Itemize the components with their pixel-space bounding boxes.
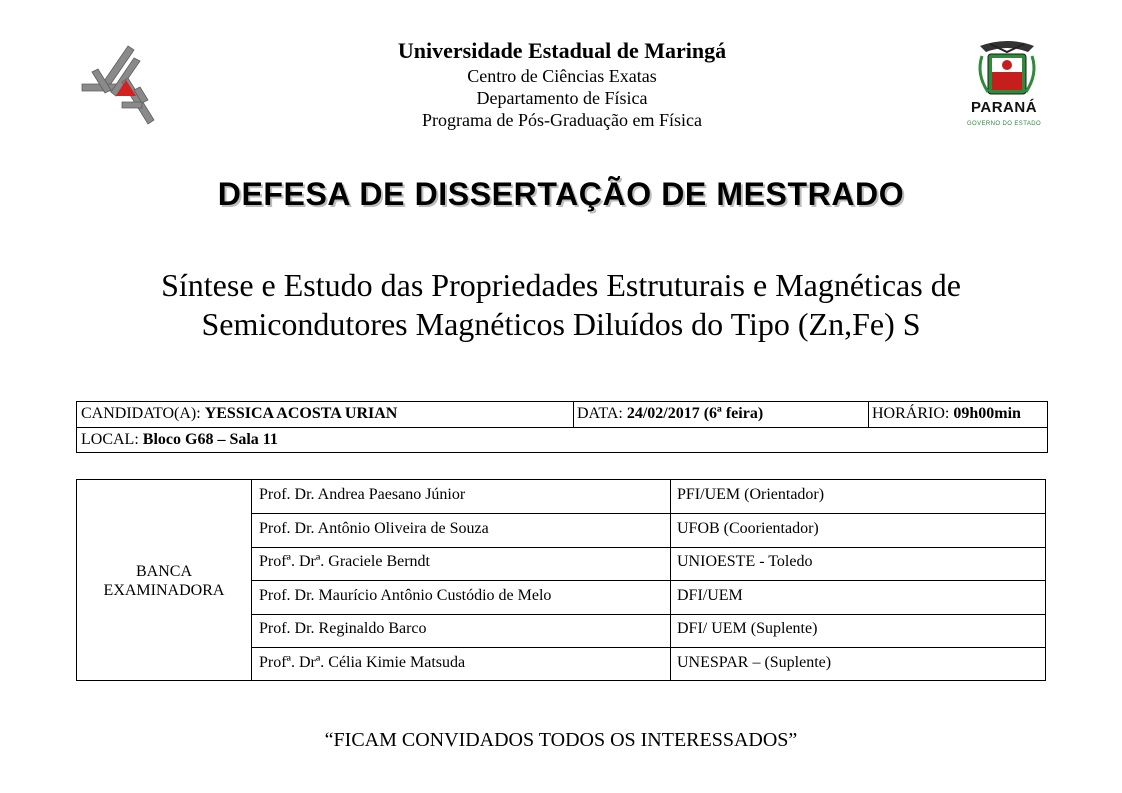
- table-row: [77, 547, 1045, 581]
- member-institution: PFI/UEM (Orientador): [677, 486, 825, 503]
- location-cell: [77, 428, 278, 452]
- member-institution: DFI/UEM: [677, 587, 743, 604]
- table-row: [77, 514, 1045, 548]
- center-name: Centro de Ciências Exatas: [467, 66, 657, 86]
- date-cell: [573, 402, 763, 426]
- invitation-text: “FICAM CONVIDADOS TODOS OS INTERESSADOS”: [324, 729, 798, 751]
- committee-label-line-1: BANCA: [135, 563, 192, 580]
- location-value: Bloco G68 – Sala 11: [142, 431, 278, 448]
- member-institution: UNESPAR – (Suplente): [677, 654, 832, 671]
- date-value: 24/02/2017 (6ª feira): [626, 405, 764, 422]
- member-name: Profª. Drª. Célia Kimie Matsuda: [259, 654, 466, 671]
- department-name: Departamento de Física: [476, 88, 648, 108]
- member-name: Prof. Dr. Reginaldo Barco: [259, 620, 427, 637]
- committee-table: [76, 479, 1046, 681]
- thesis-title-line-1: Síntese e Estudo das Propriedades Estruturais e Magnéticas de: [161, 267, 961, 303]
- table-row: [77, 614, 1045, 648]
- university-name: Universidade Estadual de Maringá: [397, 38, 727, 63]
- candidate-cell: [77, 402, 397, 426]
- uem-logo: [78, 44, 158, 126]
- member-name: Prof. Dr. Maurício Antônio Custódio de Melo: [259, 587, 552, 604]
- member-institution: UFOB (Coorientador): [677, 520, 819, 537]
- parana-logo-text: PARANÁ: [970, 99, 1038, 116]
- defense-info-table: [76, 401, 1048, 453]
- table-row: [77, 480, 1045, 514]
- candidate-value: YESSICA ACOSTA URIAN: [204, 405, 398, 422]
- member-name: Prof. Dr. Antônio Oliveira de Souza: [259, 520, 489, 537]
- table-row: [77, 648, 1045, 682]
- committee-label-line-2: EXAMINADORA: [103, 582, 225, 599]
- candidate-label: CANDIDATO(A):: [81, 405, 205, 422]
- location-label: LOCAL:: [81, 431, 143, 448]
- time-label: HORÁRIO:: [872, 405, 954, 422]
- member-name: Profª. Drª. Graciele Berndt: [259, 553, 430, 570]
- member-institution: UNIOESTE - Toledo: [677, 553, 813, 570]
- table-row: [77, 581, 1045, 615]
- member-institution: DFI/ UEM (Suplente): [677, 620, 818, 637]
- time-value: 09h00min: [953, 405, 1021, 422]
- thesis-title-line-2: Semicondutores Magnéticos Diluídos do Tipo (Zn,Fe) S: [201, 306, 921, 342]
- program-name: Programa de Pós-Graduação em Física: [422, 110, 702, 130]
- date-label: DATA:: [577, 405, 627, 422]
- parana-coat-of-arms-icon: [962, 38, 1052, 132]
- document-title: DEFESA DE DISSERTAÇÃO DE MESTRADO: [217, 176, 905, 212]
- time-cell: [868, 402, 1021, 426]
- parana-logo-subtext: GOVERNO DO ESTADO: [966, 121, 1042, 127]
- member-name: Prof. Dr. Andrea Paesano Júnior: [259, 486, 466, 503]
